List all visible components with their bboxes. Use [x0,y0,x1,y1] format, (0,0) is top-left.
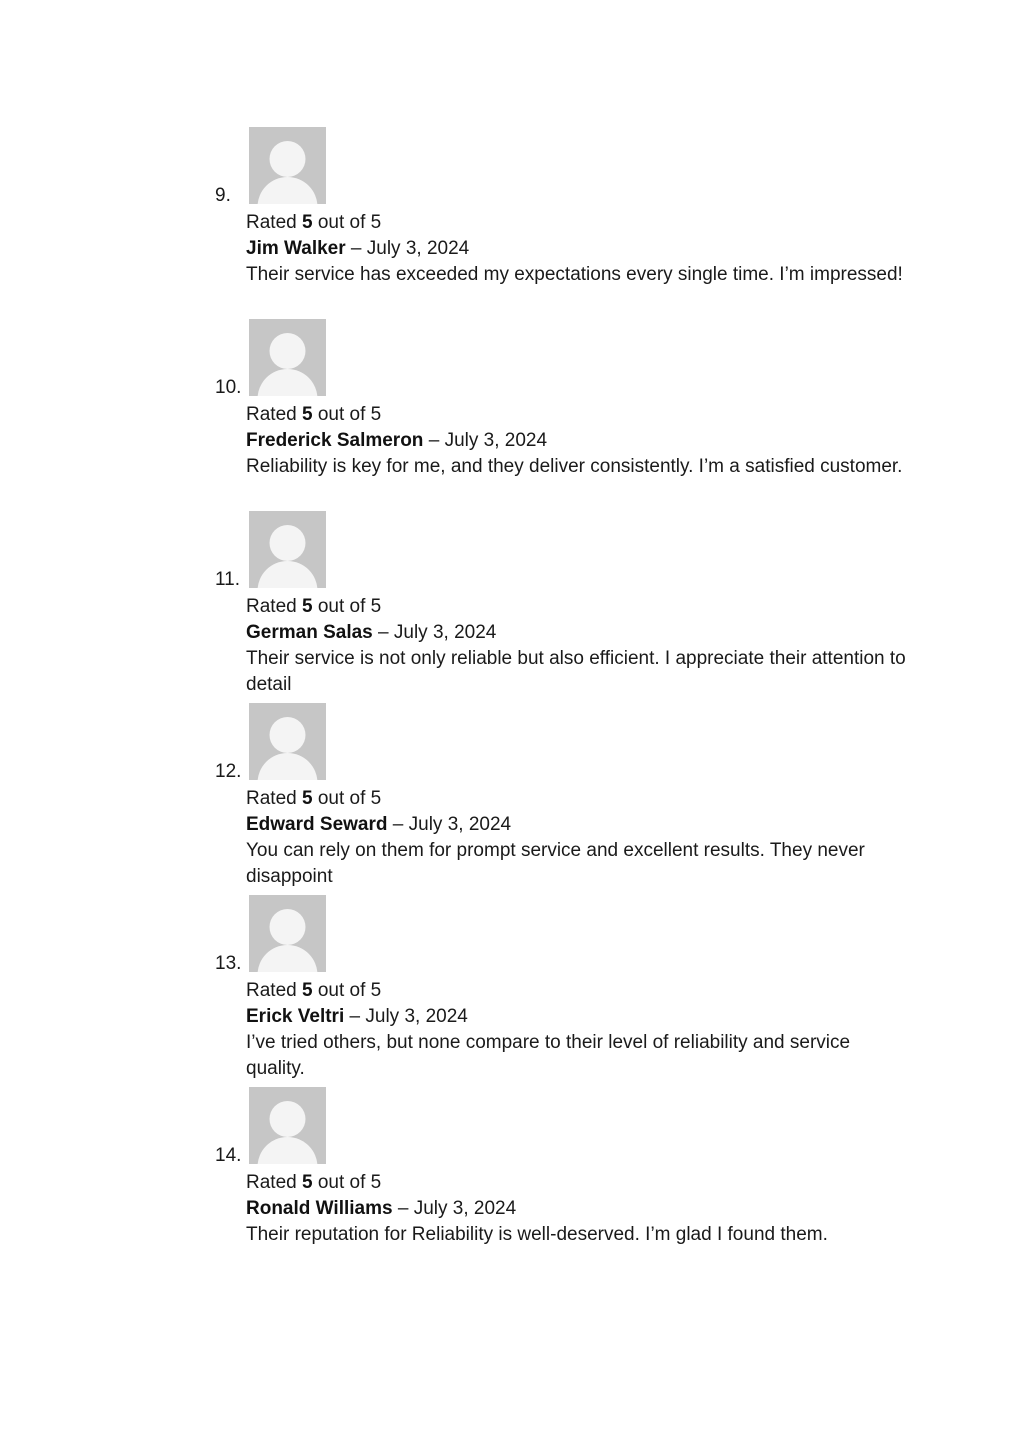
review-content [246,1170,906,1248]
review-author: Ronald Williams [246,1198,393,1219]
rated-prefix: Rated [246,788,297,809]
review-item [0,319,1024,511]
review-text: Their service is not only reliable but also efficient. I appreciate their attention to detail [246,648,906,695]
rated-prefix: Rated [246,212,297,233]
rated-prefix: Rated [246,596,297,617]
review-text: Reliability is key for me, and they deliver consistently. I’m a satisfied customer. [246,456,903,477]
rating-value: 5 [301,1172,313,1193]
review-content [246,978,906,1082]
rating-line [246,402,906,428]
rating-line [246,978,906,1004]
default-avatar-icon [249,319,326,396]
review-author: Jim Walker [246,238,346,259]
rating-line [246,786,906,812]
review-item [0,127,1024,319]
meta-line [246,1004,906,1030]
rating-line [246,210,906,236]
review-text: Their reputation for Reliability is well-deserved. I’m glad I found them. [246,1224,828,1245]
review-author: Erick Veltri [246,1006,345,1027]
review-text: You can rely on them for prompt service and excellent results. They never disappoint [246,840,865,887]
date-separator: – [397,1198,409,1219]
rated-suffix: out of 5 [317,788,382,809]
rated-prefix: Rated [246,980,297,1001]
review-item [0,895,1024,1087]
review-date: July 3, 2024 [393,622,497,643]
review-author: Edward Seward [246,814,388,835]
review-list [0,127,1024,1279]
review-number: 14. [215,1145,242,1166]
rating-value: 5 [301,788,313,809]
review-author: Frederick Salmeron [246,430,424,451]
meta-line [246,1196,906,1222]
default-avatar-icon [249,1087,326,1164]
rated-suffix: out of 5 [317,980,382,1001]
rated-suffix: out of 5 [317,596,382,617]
date-separator: – [428,430,440,451]
rating-line [246,594,906,620]
review-date: July 3, 2024 [366,238,470,259]
review-content [246,786,906,890]
rating-value: 5 [301,596,313,617]
review-item [0,703,1024,895]
meta-line [246,620,906,646]
rating-value: 5 [301,404,313,425]
date-separator: – [392,814,404,835]
review-text: Their service has exceeded my expectations every single time. I’m impressed! [246,264,903,285]
meta-line [246,236,906,262]
review-number: 13. [215,953,242,974]
review-text: I’ve tried others, but none compare to their level of reliability and service quality. [246,1032,851,1079]
default-avatar-icon [249,703,326,780]
date-separator: – [350,238,362,259]
rated-suffix: out of 5 [317,404,382,425]
review-number: 10. [215,377,242,398]
review-number: 11. [215,569,241,590]
rating-value: 5 [301,980,313,1001]
review-date: July 3, 2024 [413,1198,517,1219]
rating-value: 5 [301,212,313,233]
review-author: German Salas [246,622,373,643]
meta-line [246,428,906,454]
default-avatar-icon [249,127,326,204]
rated-prefix: Rated [246,404,297,425]
review-content [246,210,906,288]
default-avatar-icon [249,511,326,588]
rating-line [246,1170,906,1196]
rated-prefix: Rated [246,1172,297,1193]
review-item [0,1087,1024,1279]
review-number: 12. [215,761,242,782]
rated-suffix: out of 5 [317,212,382,233]
rated-suffix: out of 5 [317,1172,382,1193]
review-content [246,594,906,698]
review-number: 9. [215,185,231,206]
default-avatar-icon [249,895,326,972]
date-separator: – [349,1006,361,1027]
review-date: July 3, 2024 [408,814,512,835]
meta-line [246,812,906,838]
date-separator: – [378,622,389,643]
review-item [0,511,1024,703]
review-date: July 3, 2024 [365,1006,468,1027]
review-date: July 3, 2024 [444,430,548,451]
review-content [246,402,906,480]
